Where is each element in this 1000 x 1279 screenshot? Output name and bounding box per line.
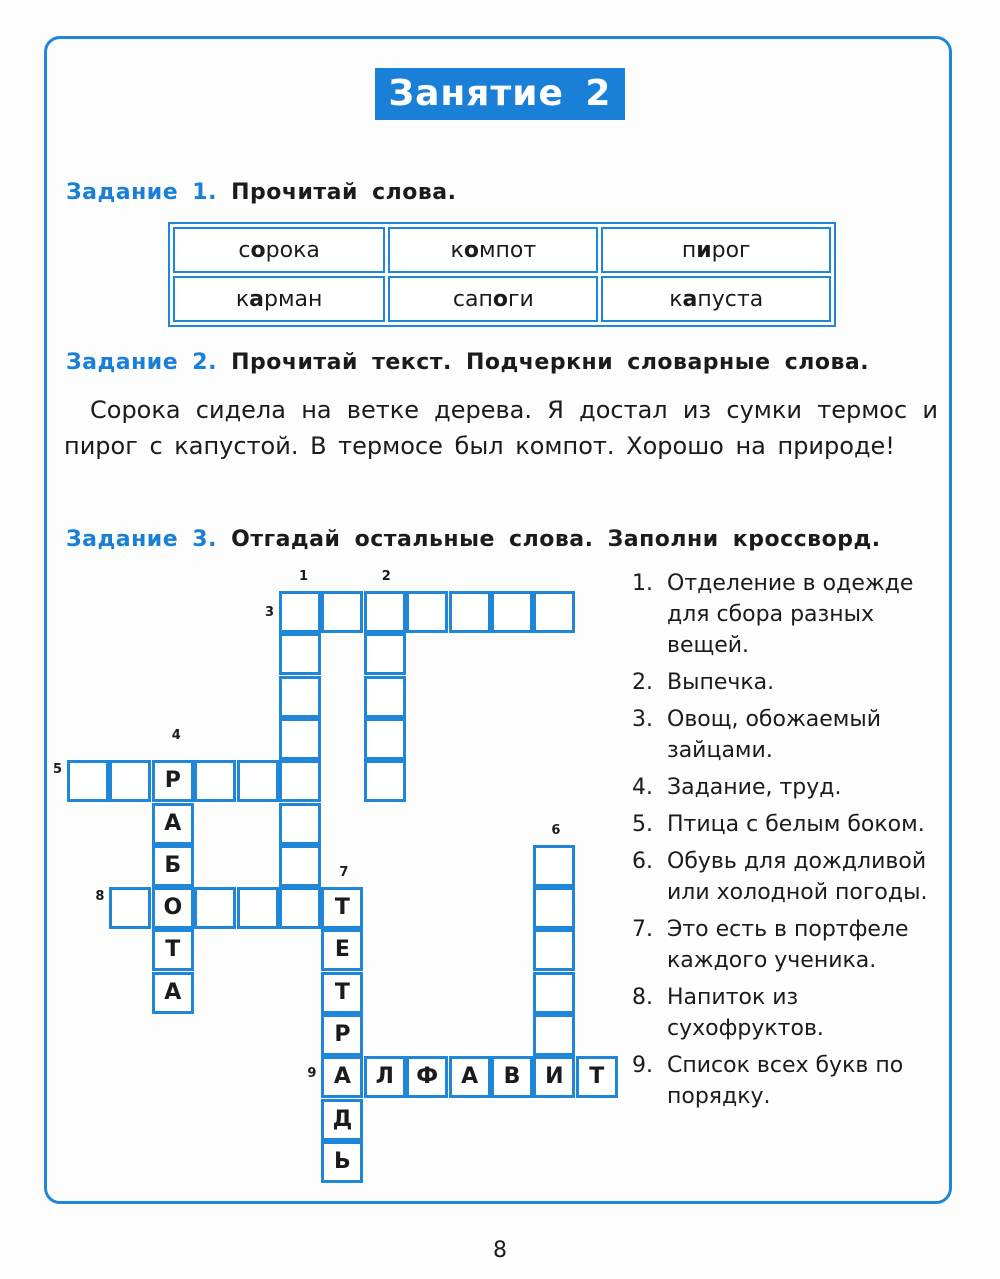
- task-1-label: Задание 1.: [66, 180, 217, 205]
- crossword-cell[interactable]: Л: [364, 1056, 406, 1098]
- word-cell: сапоги: [388, 276, 598, 322]
- crossword-cell[interactable]: [321, 591, 363, 633]
- crossword-cell[interactable]: [279, 887, 321, 929]
- crossword-cell[interactable]: О: [152, 887, 194, 929]
- task-3-heading: [66, 527, 881, 552]
- clue-number-label: 7: [339, 865, 349, 881]
- crossword-cell[interactable]: [279, 760, 321, 802]
- crossword-cell[interactable]: Ь: [321, 1141, 363, 1183]
- task-3-text: Отгадай остальные слова. Заполни кроссворд.: [231, 527, 881, 552]
- reading-text: Сорока сидела на ветке дерева. Я достал из сумки термос и пирог с капустой. В термосе был компот. Хорошо на природе!: [64, 396, 938, 460]
- lesson-title-wrap: [0, 68, 1000, 120]
- clue-list: [632, 568, 952, 1118]
- crossword-cell[interactable]: [279, 845, 321, 887]
- crossword-cell[interactable]: А: [321, 1056, 363, 1098]
- crossword-cell[interactable]: [491, 591, 533, 633]
- words-table: [168, 222, 836, 327]
- crossword-cell[interactable]: [364, 760, 406, 802]
- crossword-cell[interactable]: [449, 591, 491, 633]
- crossword-cell[interactable]: Т: [576, 1056, 618, 1098]
- crossword-cell[interactable]: А: [152, 972, 194, 1014]
- words-row: [173, 227, 831, 273]
- clue-item: 3. Овощ, обожаемый зайцами.: [632, 707, 882, 763]
- page-number: 8: [493, 1238, 507, 1263]
- crossword-cell[interactable]: [533, 845, 575, 887]
- crossword-cell[interactable]: [533, 887, 575, 929]
- crossword-cell[interactable]: Р: [321, 1014, 363, 1056]
- word-cell: сорока: [173, 227, 385, 273]
- crossword-cell[interactable]: [533, 972, 575, 1014]
- word-cell: компот: [388, 227, 598, 273]
- task-1-heading: [66, 180, 456, 205]
- clue-item: 4. Задание, труд.: [632, 775, 842, 800]
- clue-item: 7. Это есть в портфеле каждого ученика.: [632, 917, 909, 973]
- task-2-label: Задание 2.: [66, 350, 217, 375]
- crossword-cell[interactable]: [237, 760, 279, 802]
- clue-number-label: 8: [95, 889, 105, 905]
- word-cell: пирог: [601, 227, 831, 273]
- clue-item: 6. Обувь для дождливой или холодной погоды.: [632, 849, 928, 905]
- crossword-cell[interactable]: [533, 929, 575, 971]
- crossword-cell[interactable]: Т: [152, 929, 194, 971]
- crossword-cell[interactable]: [279, 803, 321, 845]
- crossword-cell[interactable]: [194, 887, 236, 929]
- crossword-cell[interactable]: [406, 591, 448, 633]
- crossword-cell[interactable]: А: [449, 1056, 491, 1098]
- clue-item: 8. Напиток из сухофруктов.: [632, 985, 824, 1041]
- crossword-cell[interactable]: Р: [152, 760, 194, 802]
- crossword-cell[interactable]: [109, 887, 151, 929]
- task-3-label: Задание 3.: [66, 527, 217, 552]
- crossword-cell[interactable]: И: [533, 1056, 575, 1098]
- task-1-text: Прочитай слова.: [231, 180, 457, 205]
- word-cell: карман: [173, 276, 385, 322]
- crossword-cell[interactable]: Е: [321, 929, 363, 971]
- crossword-cell[interactable]: А: [152, 803, 194, 845]
- crossword-cell[interactable]: [364, 591, 406, 633]
- crossword-cell[interactable]: Д: [321, 1099, 363, 1141]
- crossword-cell[interactable]: Ф: [406, 1056, 448, 1098]
- clue-number-label: 6: [551, 822, 561, 838]
- crossword-cell[interactable]: [194, 760, 236, 802]
- crossword-cell[interactable]: [279, 676, 321, 718]
- crossword-cell[interactable]: Т: [321, 972, 363, 1014]
- crossword-cell[interactable]: [279, 591, 321, 633]
- crossword-cell[interactable]: [67, 760, 109, 802]
- clue-number-label: 1: [299, 569, 309, 584]
- clue-number-label: 3: [265, 605, 275, 620]
- clue-item: 2. Выпечка.: [632, 670, 775, 695]
- crossword-cell[interactable]: [237, 887, 279, 929]
- clue-item: 1. Отделение в одежде для сбора разных вещей.: [632, 571, 914, 658]
- clue-item: 5. Птица с белым боком.: [632, 812, 925, 837]
- crossword-cell[interactable]: [279, 718, 321, 760]
- crossword-cell[interactable]: [533, 1014, 575, 1056]
- clue-number-label: 2: [381, 569, 391, 584]
- clue-number-label: 5: [53, 762, 63, 778]
- clue-number-label: 4: [171, 728, 181, 744]
- crossword-cell[interactable]: В: [491, 1056, 533, 1098]
- lesson-title: Занятие 2: [375, 68, 626, 120]
- word-cell: капуста: [601, 276, 831, 322]
- crossword-cell[interactable]: Б: [152, 845, 194, 887]
- crossword-cell[interactable]: [364, 676, 406, 718]
- words-row: [173, 276, 831, 322]
- crossword-cell[interactable]: Т: [321, 887, 363, 929]
- crossword-cell[interactable]: [109, 760, 151, 802]
- task-2-heading: [66, 350, 869, 375]
- crossword-cell[interactable]: [533, 591, 575, 633]
- crossword-cell[interactable]: [364, 633, 406, 675]
- crossword-cell[interactable]: [364, 718, 406, 760]
- task-2-text: Прочитай текст. Подчеркни словарные слова.: [231, 350, 870, 375]
- clue-number-label: 9: [307, 1066, 317, 1082]
- clue-item: 9. Список всех букв по порядку.: [632, 1053, 904, 1109]
- crossword-cell[interactable]: [279, 633, 321, 675]
